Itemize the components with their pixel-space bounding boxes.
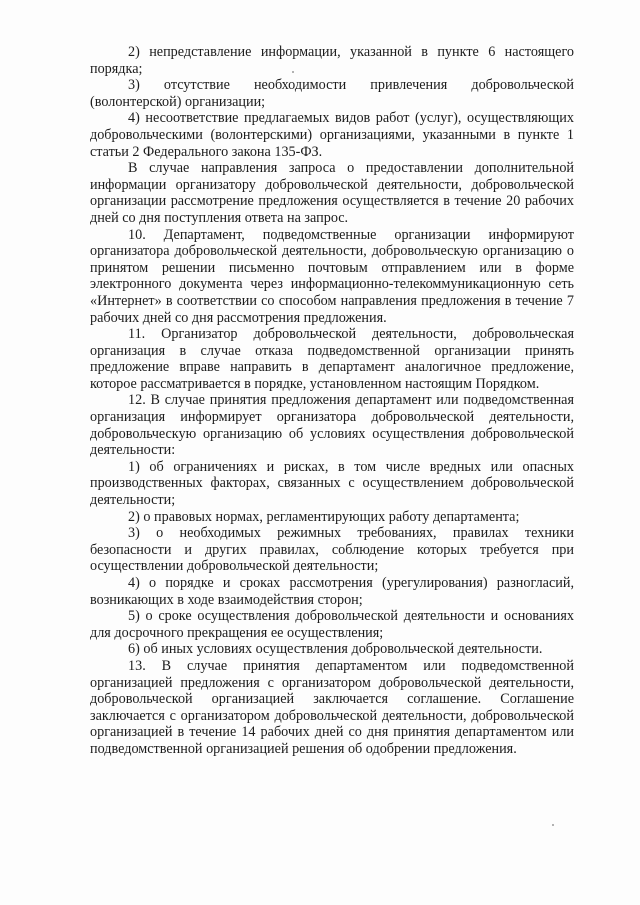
paragraph-condition-2: 2) о правовых нормах, регламентирующих работу департамента; xyxy=(128,508,520,525)
paragraph-condition-3: 3) о необходимых режимных требованиях, правилах техники безопасности и других правилах, соблюдение которых требуется при осуществлении добровольческой деятельности; xyxy=(90,525,574,575)
paragraph-item-3: 3) отсутствие необходимости привлечения добровольческой (волонтерской) организации; xyxy=(90,77,574,110)
paragraph-clause-11: 11. Организатор добровольческой деятельности, добровольческая организация в случае отказа подведомственной организации принять предложение вправе направить в департамент аналогичное предложение, которое рассматривается в порядке, установленном настоящим Порядком. xyxy=(90,326,574,392)
document-body xyxy=(90,44,574,758)
paragraph-condition-6: 6) об иных условиях осуществления добровольческой деятельности. xyxy=(128,641,543,658)
paragraph-item-2: 2) непредставление информации, указанной в пункте 6 настоящего порядка; xyxy=(90,44,574,77)
scan-speck xyxy=(552,824,554,826)
paragraph-clause-10: 10. Департамент, подведомственные организации информируют организатора добровольческой деятельности, добровольческую организацию о принятом решении письменно почтовым отправлением или в форме электронного документа через информационно-телекоммуникационную сеть «Интернет» в соответствии со способом направления предложения в течение 7 рабочих дней со дня рассмотрения предложения. xyxy=(90,226,574,326)
paragraph-clause-13: 13. В случае принятия департаментом или подведомственной организацией предложения с организатором добровольческой деятельности, добровольческой организацией заключается соглашение. Соглашение заключается с организатором добровольческой деятельности, добровольческой организацией в течение 14 рабочих дней со дня принятия департаментом или подведомственной организацией решения об одобрении предложения. xyxy=(90,657,574,757)
paragraph-condition-4: 4) о порядке и сроках рассмотрения (урегулирования) разногласий, возникающих в ходе взаимодействия сторон; xyxy=(90,575,574,608)
paragraph-condition-5: 5) о сроке осуществления добровольческой деятельности и основаниях для досрочного прекращения ее осуществления; xyxy=(90,608,574,641)
paragraph-additional-request: В случае направления запроса о предоставлении дополнительной информации организатору добровольческой деятельности, добровольческой организации рассмотрение предложения осуществляется в течение 20 рабочих дней со дня поступления ответа на запрос. xyxy=(90,160,574,226)
paragraph-condition-1: 1) об ограничениях и рисках, в том числе вредных или опасных производственных факторах, связанных с осуществлением добровольческой деятельности; xyxy=(90,458,574,509)
scan-speck xyxy=(292,71,294,73)
paragraph-clause-12: 12. В случае принятия предложения департамент или подведомственная организация информирует организатора добровольческой деятельности, добровольческую организацию об условиях осуществления добровольческой деятельности: xyxy=(90,392,574,459)
paragraph-item-4: 4) несоответствие предлагаемых видов работ (услуг), осуществляющих добровольческими (волонтерскими) организациями, указанными в пункте 1 статьи 2 Федерального закона 135-ФЗ. xyxy=(90,110,574,160)
